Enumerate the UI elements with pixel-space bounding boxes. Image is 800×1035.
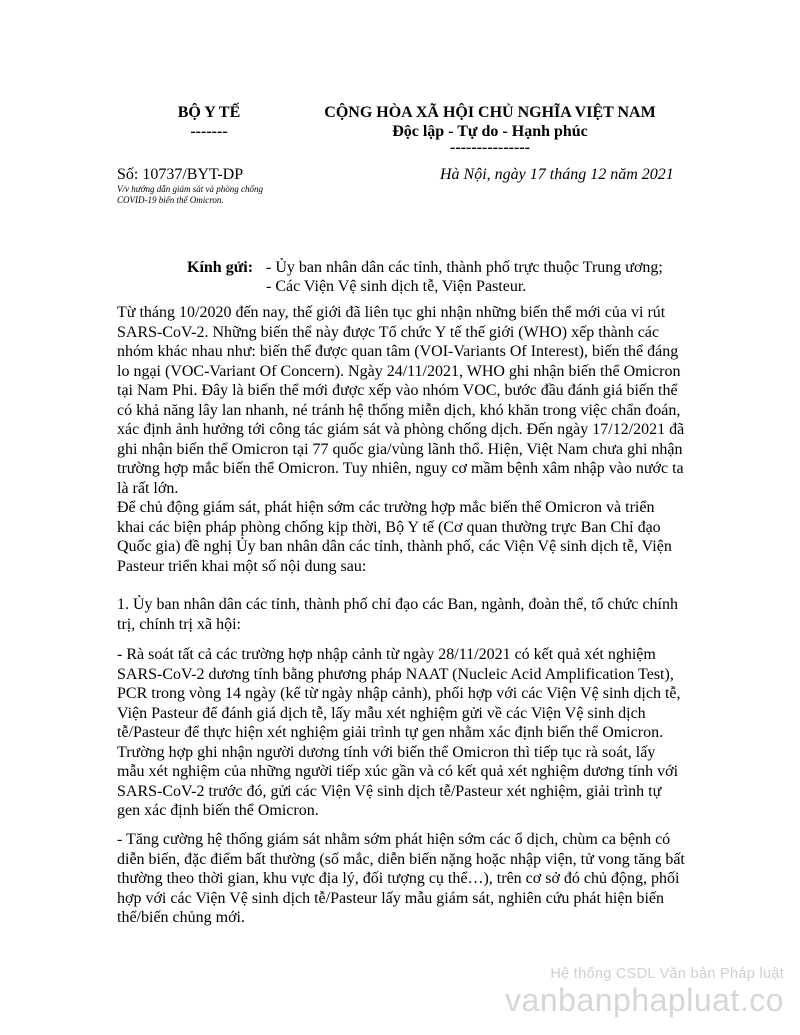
recipients-label: Kính gửi: [187,259,254,276]
watermark-caption: Hệ thống CSDL Văn bản Pháp luật [550,966,784,982]
body-paragraph-context: Từ tháng 10/2020 đến nay, thế giới đã liên tục ghi nhận những biến thể mới của vi rút SARS-CoV-2. Những biến thể này được Tổ chức Y tế thế giới (WHO) xếp thành các nhóm khác nhau như: biến thể được quan tâm (VOI-Variants Of Interest), biến thể đáng lo ngại (VOC-Variant Of Concern). Ngày 24/11/2021, WHO ghi nhận biến thể Omicron tại Nam Phi. Đây là biến thể mới được xếp vào nhóm VOC, bước đầu đánh giá biến thể có khả năng lây lan nhanh, né tránh hệ thống miễn dịch, khó khăn trong việc chẩn đoán, xác định ảnh hưởng tới công tác giám sát và phòng chống dịch. Đến ngày 17/12/2021 đã ghi nhận biến thể Omicron tại 77 quốc gia/vùng lãnh thổ. Hiện, Việt Nam chưa ghi nhận trường hợp mắc biến thể Omicron. Tuy nhiên, nguy cơ mầm bệnh xâm nhập vào nước ta là rất lớn. [117,304,685,497]
national-motto: Độc lập - Tự do - Hạnh phúc [392,123,588,140]
document-subject-line-1: V/v hướng dẫn giám sát và phòng chống [117,184,263,194]
watermark-site-link[interactable]: vanbanphapluat.co [505,982,784,1018]
document-subject-line-2: COVID-19 biến thể Omicron. [117,195,224,205]
body-paragraph-section-1: 1. Ủy ban nhân dân các tỉnh, thành phố chỉ đạo các Ban, ngành, đoàn thể, tổ chức chính trị, chính trị xã hội: [117,596,678,633]
recipient-line-1: - Ủy ban nhân dân các tỉnh, thành phố trực thuộc Trung ương; [266,259,663,276]
body-paragraph-review: - Rà soát tất cả các trường hợp nhập cảnh từ ngày 28/11/2021 có kết quả xét nghiệm SARS-CoV-2 dương tính bằng phương pháp NAAT (Nucleic Acid Amplification Test), PCR trong vòng 14 ngày (kể từ ngày nhập cảnh), phối hợp với các Viện Vệ sinh dịch tễ, Viện Pasteur để đánh giá dịch tễ, lấy mẫu xét nghiệm gửi về các Viện Vệ sinh dịch tễ/Pasteur để thực hiện xét nghiệm giải trình tự gen nhằm xác định biến thể Omicron. Trường hợp ghi nhận người dương tính với biến thể Omicron thì tiếp tục rà soát, lấy mẫu xét nghiệm của những người tiếp xúc gần và có kết quả xét nghiệm dương tính với SARS-CoV-2 trước đó, gửi các Viện Vệ sinh dịch tễ/Pasteur xét nghiệm, giải trình tự gen xác định biến thể Omicron. [117,646,681,819]
place-date: Hà Nội, ngày 17 tháng 12 năm 2021 [440,166,674,183]
national-title: CỘNG HÒA XÃ HỘI CHỦ NGHĨA VIỆT NAM [324,104,656,121]
document-number: Số: 10737/BYT-DP [117,166,244,183]
motto-divider: --------------- [450,139,530,156]
body-paragraph-surveillance: - Tăng cường hệ thống giám sát nhằm sớm phát hiện sớm các ổ dịch, chùm ca bệnh có diễn biến, đặc điểm bất thường (số mắc, diễn biến nặng hoặc nhập viện, tử vong tăng bất thường theo thời gian, khu vực địa lý, đối tượng cụ thể…), trên cơ sở đó chủ động, phối hợp với các Viện Vệ sinh dịch tễ/Pasteur lấy mẫu giám sát, nghiên cứu phát hiện biến thể/biến chủng mới. [117,831,685,926]
body-paragraph-purpose: Để chủ động giám sát, phát hiện sớm các trường hợp mắc biến thể Omicron và triển khai các biện pháp phòng chống kịp thời, Bộ Y tế (Cơ quan thường trực Ban Chỉ đạo Quốc gia) đề nghị Ủy ban nhân dân các tỉnh, thành phố, các Viện Vệ sinh dịch tễ, Viện Pasteur triển khai một số nội dung sau: [117,499,672,575]
ministry-divider: ------- [190,123,228,140]
recipient-line-2: - Các Viện Vệ sinh dịch tễ, Viện Pasteur. [266,278,527,295]
ministry-name: BỘ Y TẾ [177,104,241,121]
